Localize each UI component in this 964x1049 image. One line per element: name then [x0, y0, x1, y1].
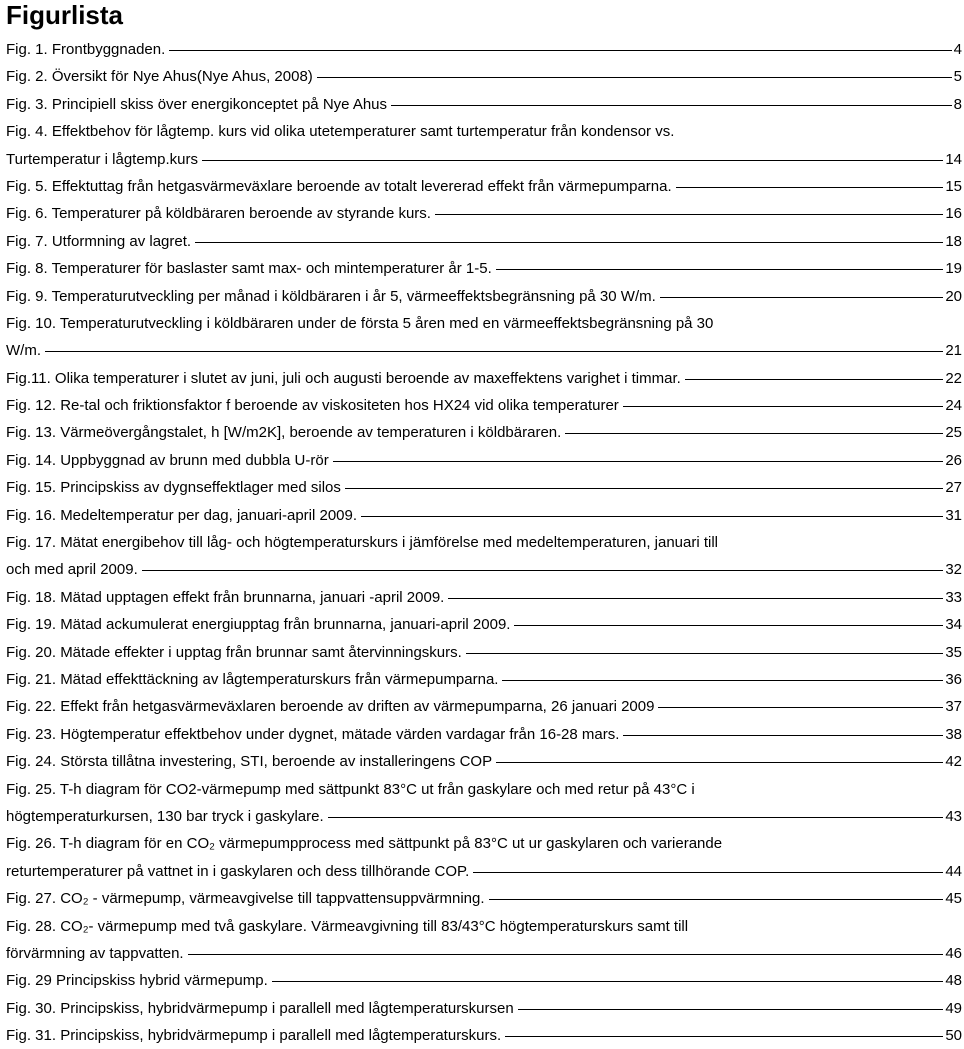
figure-entry-page-number: 32 [945, 561, 962, 579]
figure-entry-text-line1: Fig. 26. T-h diagram för en CO₂ värmepumpprocess med sättpunkt på 83°C ut ur gaskylaren och varierande [6, 835, 723, 853]
figure-entry[interactable] [6, 967, 964, 994]
figure-entry-line [6, 967, 962, 994]
figure-entry[interactable] [6, 666, 964, 693]
figure-entry-text: Fig. 20. Mätade effekter i upptag från brunnar samt återvinningskurs. [6, 643, 462, 661]
dot-leader [202, 160, 943, 161]
figure-entry-page-number: 25 [945, 424, 962, 442]
figure-entry-page-number: 46 [945, 944, 962, 962]
dot-leader [660, 297, 944, 298]
figure-entry-line [6, 666, 962, 693]
figure-entry-line [6, 419, 962, 446]
figure-entry-page-number: 8 [953, 95, 962, 113]
figure-entry-text: Fig. 18. Mätad upptagen effekt från brunnarna, januari -april 2009. [6, 588, 445, 606]
figure-entry-page-number: 44 [945, 862, 962, 880]
figure-entry-line [6, 858, 962, 885]
figure-entry[interactable] [6, 611, 964, 638]
dot-leader [473, 872, 943, 873]
figure-entry-page-number: 27 [945, 479, 962, 497]
figure-entry-text-line1: Fig. 25. T-h diagram för CO2-värmepump med sättpunkt 83°C ut från gaskylare och med retur på 43°C i [6, 780, 695, 798]
figure-entry[interactable] [6, 419, 964, 446]
figure-entry-text: Fig. 6. Temperaturer på köldbäraren beroende av styrande kurs. [6, 205, 431, 223]
figure-entry[interactable] [6, 776, 964, 831]
dot-leader [623, 406, 944, 407]
figure-entry[interactable] [6, 365, 964, 392]
figure-entry[interactable] [6, 502, 964, 529]
figure-entry[interactable] [6, 255, 964, 282]
figure-entry-page-number: 50 [945, 1027, 962, 1045]
figure-entry-text: Fig. 12. Re-tal och friktionsfaktor f beroende av viskositeten hos HX24 vid olika temperaturer [6, 397, 619, 415]
figure-entry-line [6, 392, 962, 419]
figure-entry-line [6, 940, 962, 967]
figure-entry-page-number: 21 [945, 342, 962, 360]
figure-entry-text: Fig. 31. Principskiss, hybridvärmepump i parallell med lågtemperaturskurs. [6, 1027, 502, 1045]
figure-entry[interactable] [6, 913, 964, 968]
figure-entry-text: Fig. 30. Principskiss, hybridvärmepump i parallell med lågtemperaturskursen [6, 999, 514, 1017]
figure-entry[interactable] [6, 447, 964, 474]
figure-entry-text: högtemperaturkursen, 130 bar tryck i gaskylare. [6, 807, 324, 825]
figure-entry-page-number: 16 [945, 205, 962, 223]
figure-entry-line [6, 611, 962, 638]
figure-entry-page-number: 45 [945, 890, 962, 908]
figure-entry-text: returtemperaturer på vattnet in i gaskylaren och dess tillhörande COP. [6, 862, 470, 880]
figure-entry[interactable] [6, 283, 964, 310]
dot-leader [623, 735, 943, 736]
dot-leader [466, 653, 944, 654]
page-title: Figurlista [6, 0, 124, 30]
figure-entry-page-number: 31 [945, 506, 962, 524]
figure-entry[interactable] [6, 91, 964, 118]
figure-entry-text: förvärmning av tappvatten. [6, 944, 184, 962]
figure-entry-line [6, 146, 962, 173]
figure-entry-page-number: 4 [953, 41, 962, 58]
figure-entry[interactable] [6, 639, 964, 666]
figure-entry-line [6, 63, 962, 90]
figure-entry-text: Fig. 19. Mätad ackumulerat energiupptag från brunnarna, januari-april 2009. [6, 616, 511, 634]
dot-leader [435, 214, 943, 215]
figure-list-page [6, 0, 964, 1049]
figure-entry-line [6, 447, 962, 474]
figure-entry-text: Fig. 13. Värmeövergångstalet, h [W/m2K], beroende av temperaturen i köldbäraren. [6, 424, 562, 442]
figure-entry-text: Fig. 7. Utformning av lagret. [6, 232, 192, 250]
dot-leader [391, 105, 952, 106]
figure-entry-page-number: 43 [945, 807, 962, 825]
figure-entry-text: Fig. 1. Frontbyggnaden. [6, 41, 166, 58]
figure-entry-text: Fig. 2. Översikt för Nye Ahus(Nye Ahus, 2008) [6, 68, 313, 86]
figure-entry-page-number: 15 [945, 177, 962, 195]
dot-leader [489, 899, 944, 900]
figure-entry-page-number: 18 [945, 232, 962, 250]
figure-entry-page-number: 26 [945, 451, 962, 469]
dot-leader [448, 598, 943, 599]
dot-leader [685, 379, 944, 380]
figure-entry[interactable] [6, 1022, 964, 1049]
dot-leader [518, 1009, 944, 1010]
figure-entry-text-line1: Fig. 10. Temperaturutveckling i köldbäraren under de första 5 åren med en värmeeffektsbegränsning på 30 [6, 314, 714, 332]
figure-entry[interactable] [6, 63, 964, 90]
figure-entry-line [6, 255, 962, 282]
figure-entry-page-number: 24 [945, 397, 962, 415]
figure-entry-text-line1: Fig. 17. Mätat energibehov till låg- och högtemperaturskurs i jämförelse med medeltemperaturen, januari till [6, 534, 719, 552]
figure-entry-page-number: 48 [945, 972, 962, 990]
figure-entry-line [6, 584, 962, 611]
figure-entry-line [6, 639, 962, 666]
figure-entry-page-number: 37 [945, 698, 962, 716]
figure-entry-text: Fig. 15. Principskiss av dygnseffektlager med silos [6, 479, 341, 497]
dot-leader [658, 707, 943, 708]
figure-entry[interactable] [6, 529, 964, 584]
figure-entry-text: Fig. 27. CO₂ - värmepump, värmeavgivelse till tappvattensuppvärmning. [6, 890, 485, 908]
figure-entry-line [6, 173, 962, 200]
figure-entry-text: Fig.11. Olika temperaturer i slutet av juni, juli och augusti beroende av maxeffektens varighet i timmar. [6, 369, 681, 387]
dot-leader [142, 570, 944, 571]
figure-entry-line [6, 283, 962, 310]
figure-entry-line [6, 748, 962, 775]
figure-entry-text: Fig. 29 Principskiss hybrid värmepump. [6, 972, 268, 990]
dot-leader [328, 817, 944, 818]
figure-entry[interactable] [6, 885, 964, 912]
figure-entry[interactable] [6, 830, 964, 885]
dot-leader [169, 50, 951, 51]
figure-entry-page-number: 49 [945, 999, 962, 1017]
figure-entry-line [6, 803, 962, 830]
dot-leader [514, 625, 943, 626]
figure-entry-line [6, 556, 962, 583]
figure-list [6, 36, 964, 1049]
figure-entry[interactable] [6, 392, 964, 419]
dot-leader [333, 461, 944, 462]
figure-entry[interactable] [6, 310, 964, 365]
dot-leader [496, 269, 944, 270]
dot-leader [188, 954, 944, 955]
figure-entry-line [6, 36, 962, 63]
figure-entry-line [6, 365, 962, 392]
figure-entry-page-number: 5 [953, 68, 962, 86]
figure-entry-text-line1: Fig. 4. Effektbehov för lågtemp. kurs vid olika utetemperaturer samt turtemperatur från kondensor vs. [6, 123, 675, 141]
dot-leader [502, 680, 943, 681]
dot-leader [505, 1036, 943, 1037]
figure-entry-line [6, 721, 962, 748]
figure-entry-line [6, 228, 962, 255]
figure-entry[interactable] [6, 200, 964, 227]
figure-entry[interactable] [6, 228, 964, 255]
figure-entry[interactable] [6, 118, 964, 173]
figure-entry-line [6, 995, 962, 1022]
figure-entry-text: Fig. 21. Mätad effekttäckning av lågtemperaturskurs från värmepumparna. [6, 670, 499, 688]
figure-entry-page-number: 19 [945, 260, 962, 278]
figure-entry-line [6, 1022, 962, 1049]
figure-entry-text: Turtemperatur i lågtemp.kurs [6, 150, 199, 168]
figure-entry-page-number: 14 [945, 150, 962, 168]
figure-entry-page-number: 38 [945, 725, 962, 743]
figure-entry-page-number: 42 [945, 753, 962, 771]
dot-leader [317, 77, 952, 78]
dot-leader [345, 488, 943, 489]
figure-entry-text: W/m. [6, 342, 41, 360]
dot-leader [195, 242, 943, 243]
figure-entry[interactable] [6, 693, 964, 720]
figure-entry-line [6, 693, 962, 720]
figure-entry-line [6, 502, 962, 529]
figure-entry-page-number: 35 [945, 643, 962, 661]
dot-leader [676, 187, 944, 188]
figure-entry-line [6, 91, 962, 118]
figure-entry-page-number: 36 [945, 670, 962, 688]
dot-leader [272, 981, 944, 982]
figure-entry[interactable] [6, 995, 964, 1022]
figure-entry-text: Fig. 24. Största tillåtna investering, STI, beroende av installeringens COP [6, 753, 493, 771]
figure-entry[interactable] [6, 474, 964, 501]
figure-entry-line [6, 885, 962, 912]
figure-entry-text: Fig. 23. Högtemperatur effektbehov under dygnet, mätade värden vardagar från 16-28 mars. [6, 725, 620, 743]
figure-entry-text: Fig. 3. Principiell skiss över energikonceptet på Nye Ahus [6, 95, 388, 113]
figure-entry-text: Fig. 9. Temperaturutveckling per månad i köldbäraren i år 5, värmeeffektsbegränsning på 30 W/m. [6, 287, 656, 305]
figure-entry-line [6, 337, 962, 364]
dot-leader [45, 351, 943, 352]
figure-entry-text: och med april 2009. [6, 561, 138, 579]
figure-entry[interactable] [6, 173, 964, 200]
figure-entry-line [6, 474, 962, 501]
figure-entry-text-line1: Fig. 28. CO₂- värmepump med två gaskylare. Värmeavgivning till 83/43°C högtemperaturskurs samt till [6, 917, 689, 935]
figure-entry-line [6, 200, 962, 227]
dot-leader [496, 762, 943, 763]
figure-entry-page-number: 20 [945, 287, 962, 305]
dot-leader [361, 516, 943, 517]
figure-entry[interactable] [6, 36, 964, 63]
figure-entry-page-number: 33 [945, 588, 962, 606]
dot-leader [565, 433, 943, 434]
figure-entry-page-number: 22 [945, 369, 962, 387]
figure-entry-text: Fig. 8. Temperaturer för baslaster samt max- och mintemperaturer år 1-5. [6, 260, 492, 278]
figure-entry[interactable] [6, 584, 964, 611]
figure-entry-text: Fig. 16. Medeltemperatur per dag, januari-april 2009. [6, 506, 358, 524]
figure-entry-text: Fig. 22. Effekt från hetgasvärmeväxlaren beroende av driften av värmepumparna, 26 januari 2009 [6, 698, 655, 716]
figure-entry-page-number: 34 [945, 616, 962, 634]
figure-entry[interactable] [6, 721, 964, 748]
figure-entry-text: Fig. 5. Effektuttag från hetgasvärmeväxlare beroende av totalt levererad effekt från värmepumparna. [6, 177, 672, 195]
figure-entry[interactable] [6, 748, 964, 775]
figure-entry-text: Fig. 14. Uppbyggnad av brunn med dubbla U-rör [6, 451, 329, 469]
